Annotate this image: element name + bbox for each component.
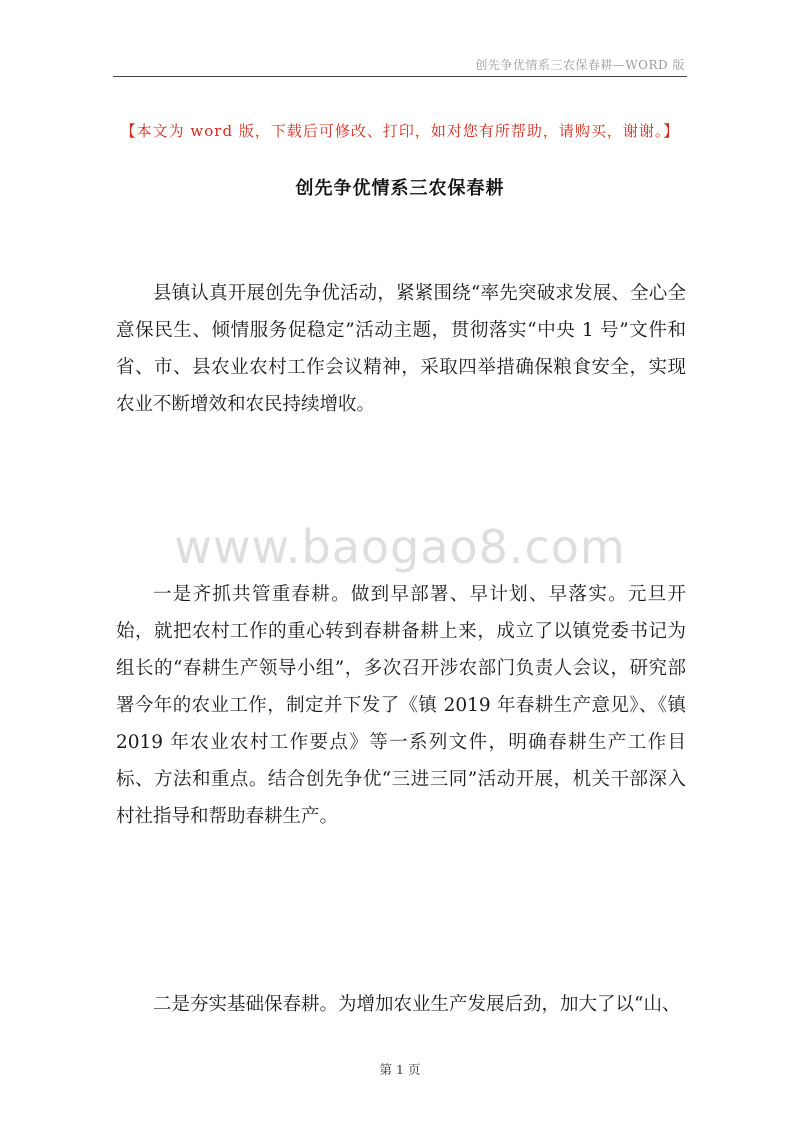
header-running-title: 创先争优情系三农保春耕—WORD 版 [475,58,685,72]
paragraph-second-measure: 二是夯实基础保春耕。为增加农业生产发展后劲，加大了以“山、 [153,994,681,1015]
paragraph-intro: 县镇认真开展创先争优活动，紧紧围绕“率先突破求发展、全心全意保民生、倾情服务促稳定”活动主题，贯彻落实“中央 1 号”文件和省、市、县农业农村工作会议精神，采取四举措确保粮食安全，实现农业不断增效和农民持续增收。 [116,283,686,415]
watermark: www.baogao8.com [174,520,626,574]
header-rule [113,76,687,77]
download-notice: 【本文为 word 版，下载后可修改、打印，如对您有所帮助，请购买，谢谢。】 [120,122,680,140]
paragraph-first-measure: 一是齐抓共管重春耕。做到早部署、早计划、早落实。元旦开始，就把农村工作的重心转到春耕备耕上来，成立了以镇党委书记为组长的“春耕生产领导小组”，多次召开涉农部门负责人会议，研究部署今年的农业工作，制定并下发了《镇 2019 年春耕生产意见》、《镇 2019 年农业农村工作要点》等一系列文件，明确春耕生产工作目标、方法和重点。结合创先争优“三进三同”活动开展，机关干部深入村社指导和帮助春耕生产。 [116,584,686,827]
page-number: 第 1 页 [379,1062,421,1077]
document-title: 创先争优情系三农保春耕 [295,178,505,199]
